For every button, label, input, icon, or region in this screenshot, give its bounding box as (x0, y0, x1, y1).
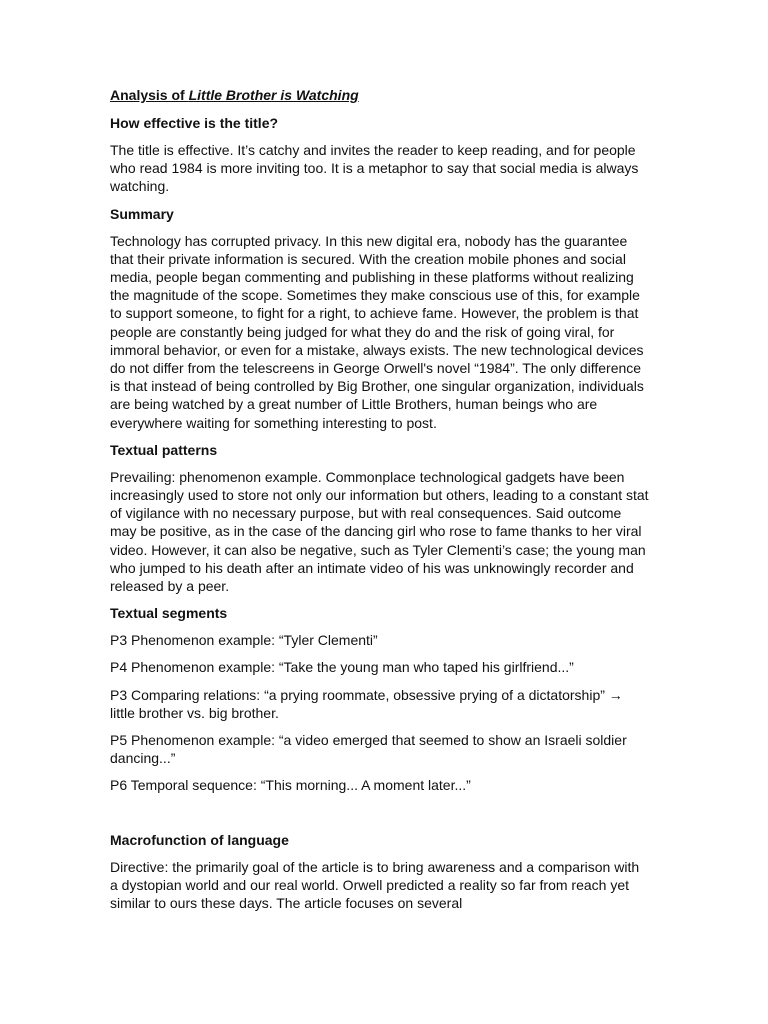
section-heading-title-effectiveness: How effective is the title? (110, 115, 279, 131)
segment-item: P3 Phenomenon example: “Tyler Clementi” (110, 632, 378, 649)
section-heading-textual-patterns: Textual patterns (110, 441, 218, 458)
document-title: Analysis of Little Brother is Watching (110, 87, 359, 103)
section-heading-macrofunction: Macrofunction of language (110, 831, 289, 848)
section-heading-textual-segments: Textual segments (110, 605, 228, 622)
paragraph-summary: Technology has corrupted privacy. In this new digital era, nobody has the guarantee that their private information is secured. With the creation mobile phones and social media, people began commenting and publishing in these platforms without realizing the magnitude of the scope. Sometimes they make conscious use of this, for example to support someone, to fight for a right, to achieve fame. However, the problem is that people are constantly being judged for what they do and the risk of going viral, for immoral behavior, or even for a mistake, always exists. The new technological devices do not differ from the telescreens in George Orwell's novel “1984”. The only difference is that instead of being controlled by Big Brother, one singular organization, individuals are being watched by a great number of Little Brothers, human beings who are everywhere waiting for something interesting to post. (110, 232, 644, 431)
segment-item: P4 Phenomenon example: “Take the young man who taped his girlfriend...” (110, 659, 574, 676)
segment-item: P6 Temporal sequence: “This morning... A moment later...” (110, 777, 471, 794)
section-heading-summary: Summary (110, 205, 174, 222)
document-body (110, 86, 650, 921)
segment-item: P3 Comparing relations: “a prying roommate, obsessive prying of a dictatorship” → little brother vs. big brother. (110, 686, 623, 721)
section-spacer (110, 804, 650, 831)
paragraph-title-effectiveness: The title is effective. It’s catchy and invites the reader to keep reading, and for people who read 1984 is more inviting too. It is a metaphor to say that social media is always watching. (110, 142, 639, 195)
paragraph-textual-patterns: Prevailing: phenomenon example. Commonplace technological gadgets have been increasingly used to store not only our information but others, leading to a constant stat of vigilance with no necessary purpose, but with real consequences. Said outcome may be positive, as in the case of the dancing girl who rose to fame thanks to her viral video. However, it can also be negative, such as Tyler Clementi’s case; the young man who jumped to his death after an intimate video of his was unknowingly recorder and released by a peer. (110, 468, 649, 595)
paragraph-macrofunction: Directive: the primarily goal of the article is to bring awareness and a comparison with a dystopian world and our real world. Orwell predicted a reality so far from reach yet similar to ours these days. The article focuses on several (110, 858, 640, 912)
title-italic: Little Brother is Watching (188, 87, 359, 103)
segment-item: P5 Phenomenon example: “a video emerged that seemed to show an Israeli soldier dancing...” (110, 732, 627, 767)
